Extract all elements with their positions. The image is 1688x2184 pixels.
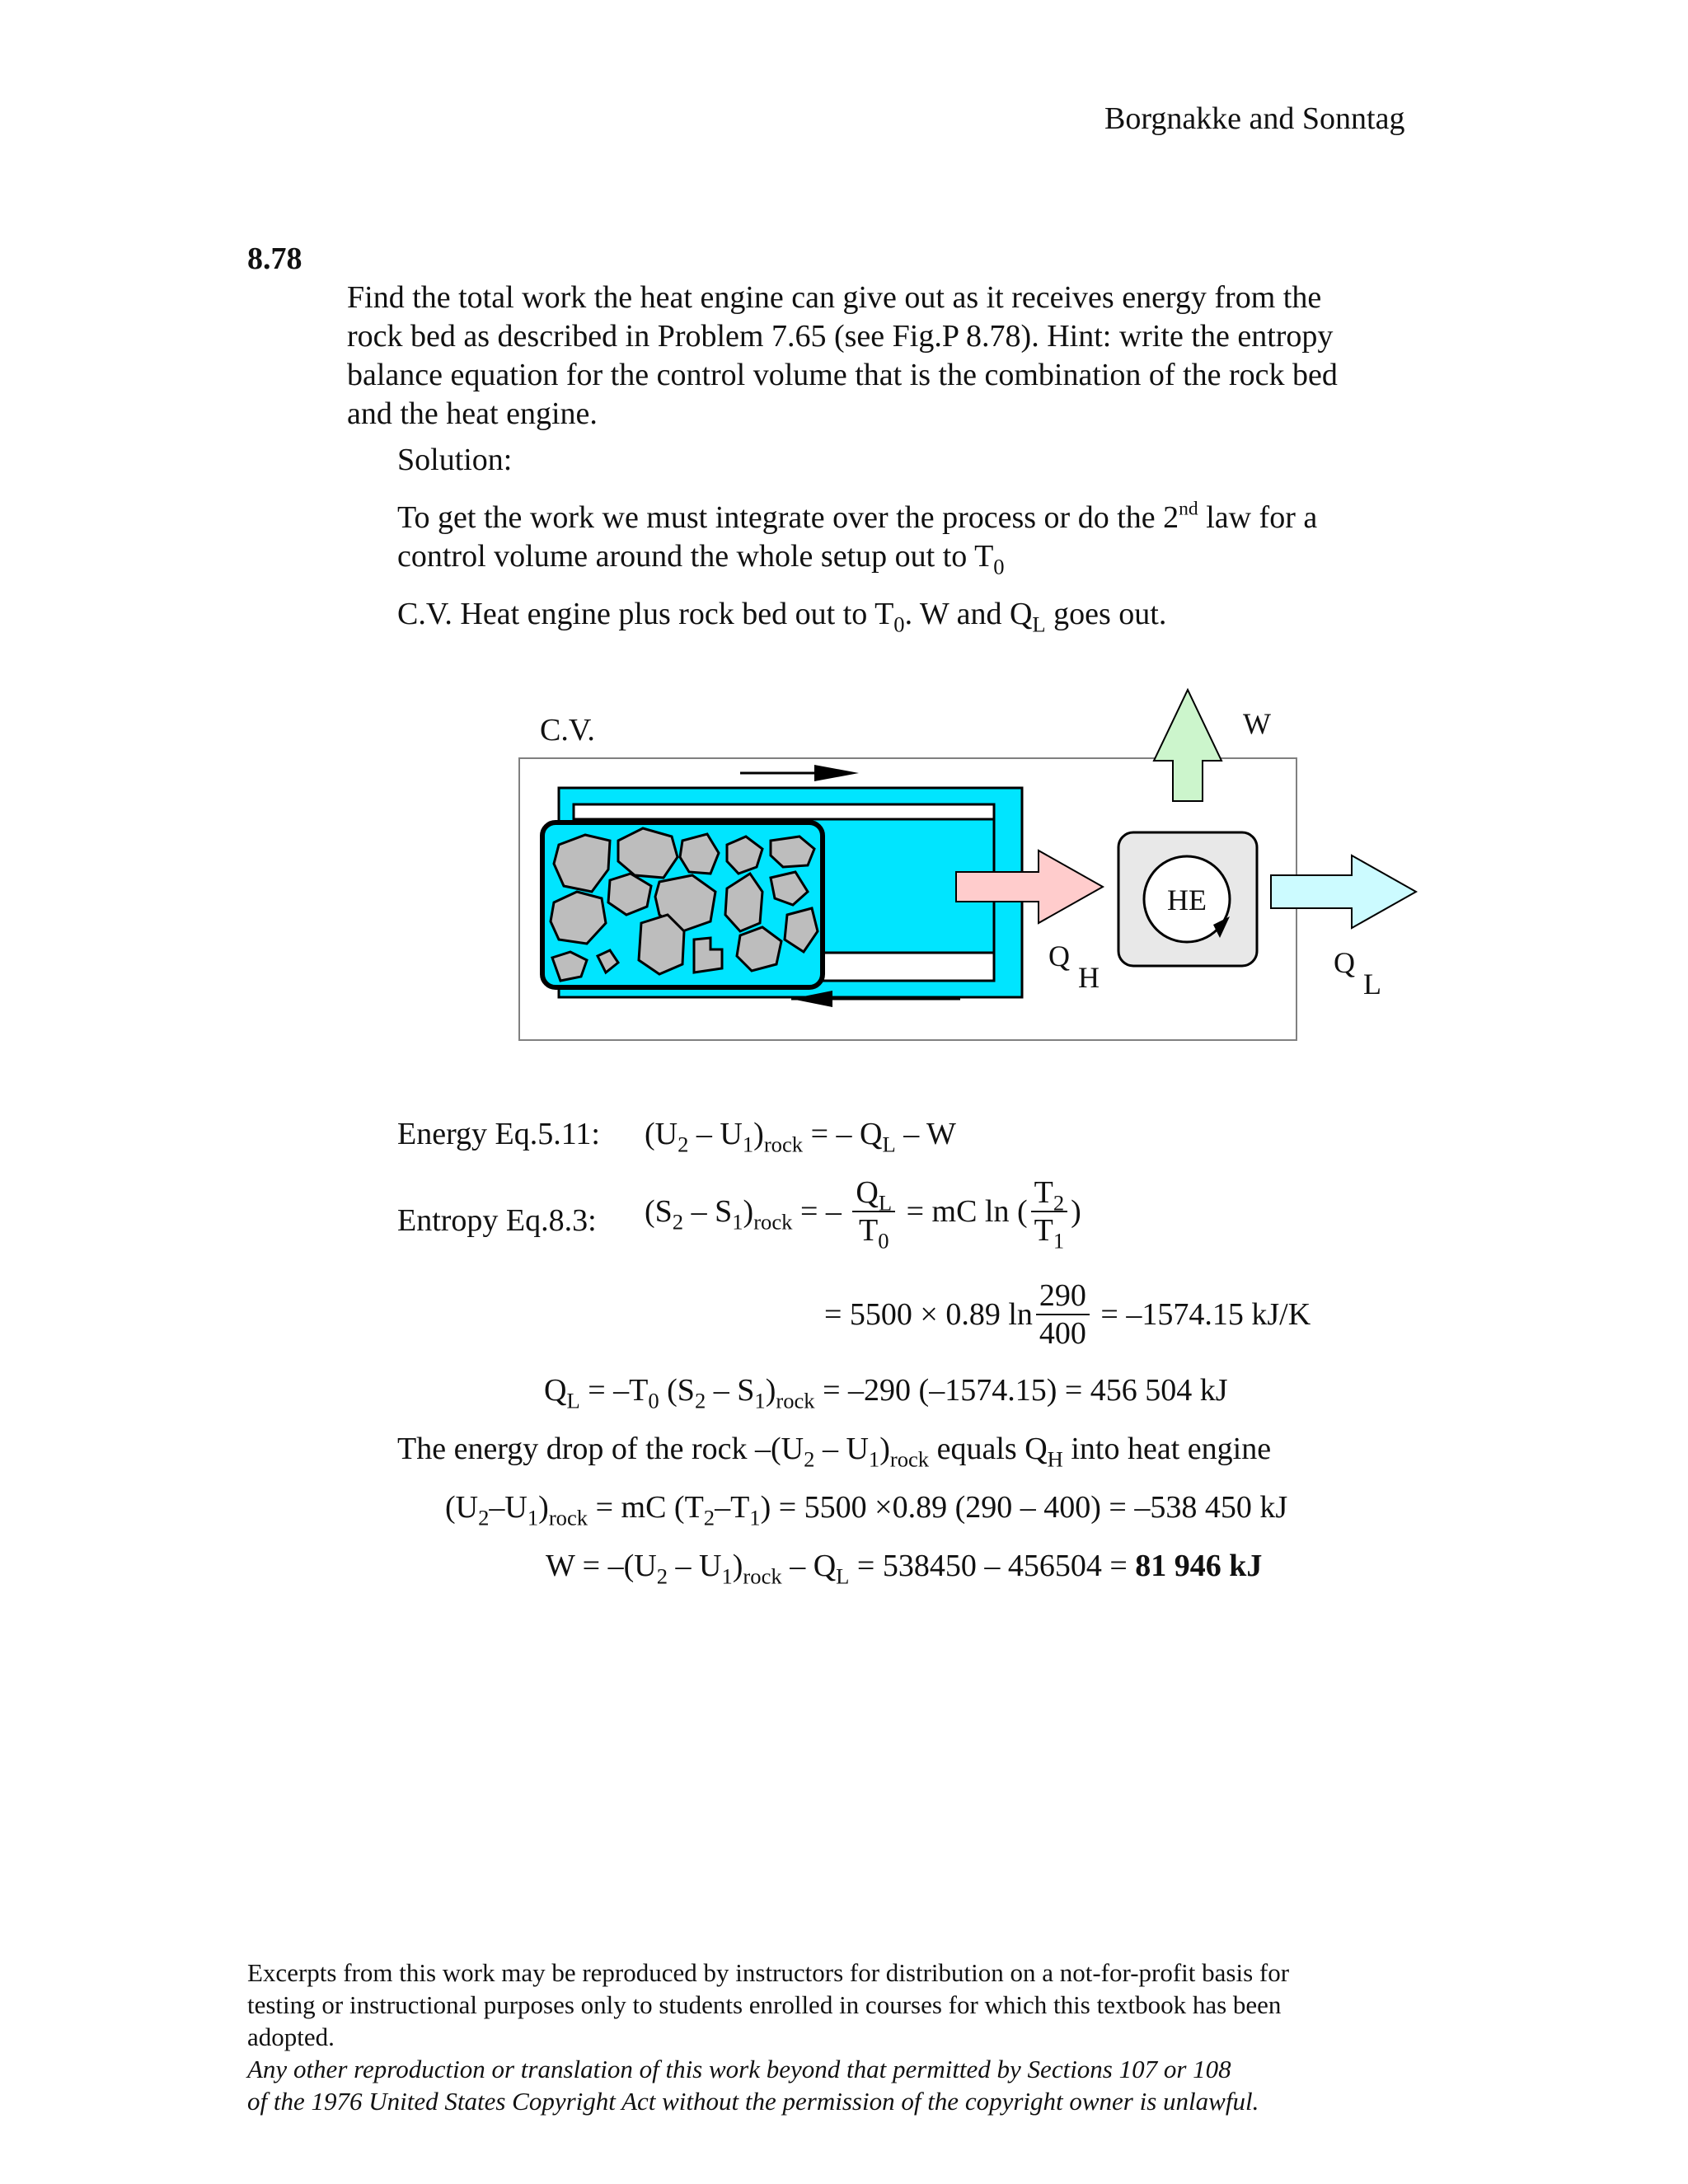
flow-arrow-top (740, 765, 859, 781)
solution-intro-line-1: To get the work we must integrate over the process or do the 2nd law for a (397, 498, 1318, 535)
statement-line: balance equation for the control volume that is the combination of the rock bed (347, 358, 1338, 392)
heat-rejected-equation: $Q_L = -T_0$ $(S_2 - S_1)_{rock} = -290$ (–1574.15) = 456 504 kJ (544, 1373, 1228, 1413)
rock-bed-heat-engine-diagram (495, 676, 1434, 1063)
problem-statement (347, 279, 1418, 434)
statement-line: Find the total work the heat engine can give out as it receives energy from the (347, 280, 1322, 315)
entropy-calculation: = 5500 × 0.89 ln $\frac{290}{400}$ = –1574.15 kJ/K (824, 1278, 1311, 1351)
w-label: W (1243, 707, 1271, 740)
entropy-equation-label: Entropy Eq.8.3: (397, 1203, 597, 1238)
footer-line: testing or instructional purposes only to students enrolled in courses for which this textbook has been (247, 1990, 1282, 2019)
footer-line: Excerpts from this work may be reproduced by instructors for distribution on a not-for-profit basis for (247, 1958, 1290, 1987)
heat-rejection-arrow (1271, 855, 1416, 928)
control-volume-statement: C.V. Heat engine plus rock bed out to $T_0$. W and $Q_L$ goes out. (397, 597, 1167, 637)
internal-energy-change-equation: $(U_2-U_1)_{rock}$ = mC $(T_2-T_1) = 5500 \times 0.89$ (290 – 400) = –538 450 kJ (445, 1490, 1288, 1530)
fraction-ql-over-t0: $\frac{Q_L}{T_0}$ (852, 1177, 895, 1246)
footer-line: of the 1976 United States Copyright Act without the permission of the copyright owner is unlawful. (247, 2087, 1259, 2116)
ql-label: Q (1334, 946, 1355, 979)
work-result-value: 81 946 kJ (1135, 1549, 1263, 1583)
qh-label: Q (1048, 940, 1070, 972)
fraction-t2-over-t1: $\frac{T_2}{T_1}$ (1031, 1177, 1068, 1246)
qh-subscript: H (1078, 961, 1100, 994)
work-output-arrow (1154, 690, 1221, 801)
solution-intro-line-2: control volume around the whole setup out to $T_0$ (397, 539, 1005, 579)
problem-number: 8.78 (247, 241, 302, 276)
footer-line: adopted. Any other reproduction or translation of this work beyond that permitted by Sections 107 or 108 (247, 2022, 1231, 2083)
energy-drop-statement: The energy drop of the rock $-(U_2 - U_1)_{rock}$ equals $Q_H$ into heat engine (397, 1432, 1272, 1472)
energy-equation: $(U_2 - U_1)_{rock}$ = – $Q_L$ – W (645, 1117, 956, 1157)
fraction-290-over-400: $\frac{290}{400}$ (1036, 1280, 1090, 1349)
ql-subscript: L (1363, 968, 1381, 1001)
solution-label: Solution: (397, 443, 513, 477)
work-result-equation: $W = -(U_2 - U_1)_{rock} - Q_L = 538450 - 456504 = 81$ 946 kJ (546, 1549, 1263, 1589)
page-header-authors: Borgnakke and Sonntag (1104, 101, 1405, 136)
statement-line: rock bed as described in Problem 7.65 (see Fig.P 8.78). Hint: write the entropy (347, 319, 1334, 354)
energy-equation-label: Energy Eq.5.11: (397, 1117, 600, 1151)
entropy-equation: $(S_2 - S_1)_{rock}$ = – $\frac{Q_L}{T_0}$ = mC ln ( $\frac{T_2}{T_1}$ ) (645, 1175, 1081, 1254)
cv-label: C.V. (540, 713, 595, 748)
copyright-footer (247, 1957, 1426, 2117)
statement-line: and the heat engine. (347, 396, 598, 431)
he-label: HE (1167, 883, 1207, 916)
